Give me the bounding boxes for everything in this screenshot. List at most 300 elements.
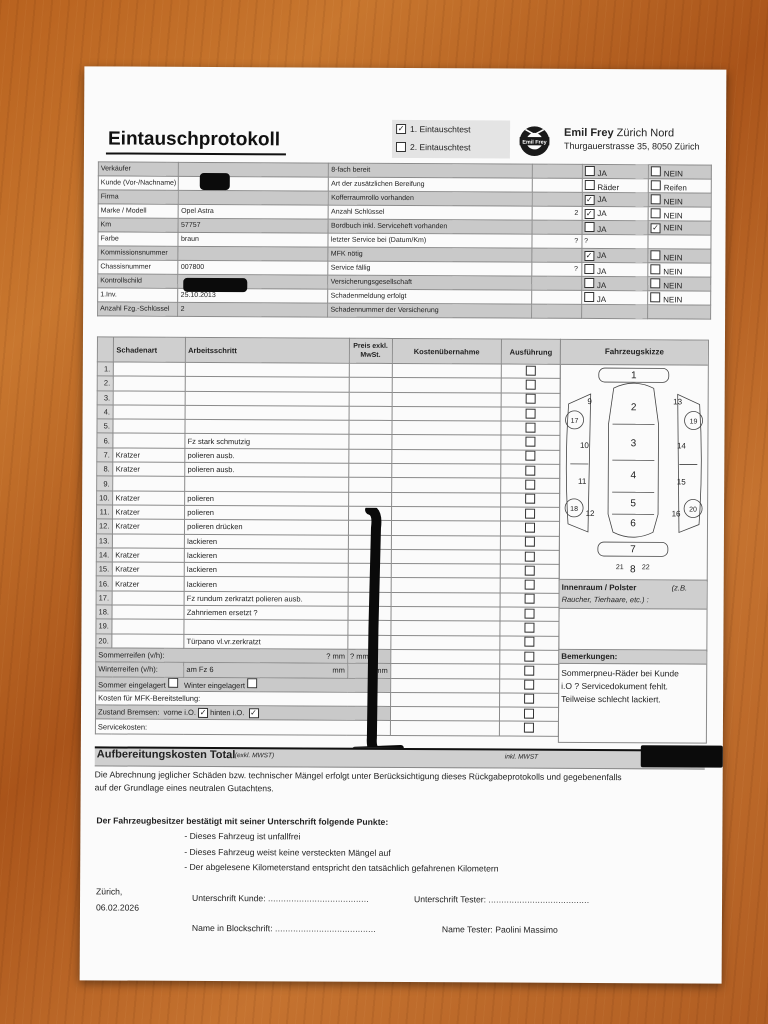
choice-label: JA	[597, 194, 607, 204]
work-step[interactable]	[185, 420, 349, 435]
checkbox-empty[interactable]	[524, 680, 534, 690]
row-number: 1.	[97, 362, 114, 376]
row-number: 17.	[96, 591, 113, 605]
vehicle-info-table	[97, 161, 712, 319]
execution-cell	[500, 593, 559, 608]
damage-type[interactable]: Kratzer	[113, 505, 185, 520]
price-cell[interactable]	[349, 392, 392, 407]
sketch-zone-number: 2	[630, 402, 637, 414]
choice-cell[interactable]	[581, 290, 647, 304]
cost-cell[interactable]	[391, 492, 501, 507]
checkbox-empty[interactable]	[524, 651, 534, 661]
field-label: Schadenmeldung erfolgt	[328, 289, 532, 304]
price-cell[interactable]	[349, 363, 392, 378]
work-step[interactable]: polieren drücken	[185, 520, 349, 535]
execution-cell	[501, 378, 560, 393]
tester-name: Paolini Massimo	[495, 924, 558, 935]
mfk-costs: Kosten für MFK-Bereitstellung:	[96, 691, 391, 707]
cost-cell[interactable]	[392, 406, 502, 421]
execution-cell	[501, 364, 560, 379]
date: 06.02.2026	[95, 902, 140, 913]
field-value[interactable]	[179, 190, 329, 205]
checkbox-checked[interactable]: ✓	[199, 707, 207, 717]
field-label: Versicherungsgesellschaft	[328, 275, 532, 290]
row-number: 8.	[97, 462, 114, 476]
work-step[interactable]	[185, 477, 349, 492]
checkbox-empty[interactable]	[525, 437, 535, 447]
total-label: Aufbereitungskosten Total	[96, 748, 236, 762]
field-value[interactable]	[532, 220, 582, 234]
checkbox-empty[interactable]	[525, 494, 535, 504]
execution-cell	[501, 507, 560, 522]
execution-cell	[501, 450, 560, 465]
checkbox-empty[interactable]	[524, 666, 534, 676]
field-value[interactable]	[532, 164, 582, 178]
work-step[interactable]	[185, 391, 349, 406]
checkbox-empty[interactable]	[525, 508, 535, 518]
execution-cell	[499, 721, 558, 736]
damage-type[interactable]: Kratzer	[113, 448, 185, 463]
checkbox-empty[interactable]	[651, 208, 661, 218]
checkbox-empty[interactable]	[247, 678, 257, 688]
field-value[interactable]: 2	[178, 302, 328, 317]
checkbox-empty[interactable]	[650, 292, 660, 302]
checkbox-empty[interactable]	[584, 179, 594, 189]
total-row	[95, 746, 705, 769]
signature-customer-field[interactable]: Unterschrift Kunde: .......................................	[192, 892, 369, 904]
choice-cell[interactable]	[581, 304, 647, 318]
summer-tires-h[interactable]: ? mm	[347, 649, 390, 664]
row-number: 18.	[96, 605, 113, 619]
field-label: 1.Inv.	[98, 288, 179, 302]
choice-cell[interactable]	[582, 192, 648, 206]
place: Zürich,	[96, 886, 123, 897]
remark-line: Teilweise schlecht lackiert.	[561, 693, 661, 705]
field-label: Verkäufer	[98, 162, 179, 176]
field-value[interactable]	[532, 178, 582, 192]
price-cell[interactable]	[348, 478, 391, 493]
damage-table	[95, 336, 561, 736]
sketch-zone-number: 14	[676, 441, 686, 451]
cost-cell[interactable]	[391, 478, 501, 493]
cost-cell[interactable]	[391, 449, 501, 464]
field-value[interactable]: 007800	[178, 260, 328, 275]
choice-cell[interactable]	[581, 276, 647, 290]
damage-type[interactable]	[113, 476, 185, 491]
title-underline	[106, 152, 286, 155]
checkbox-empty[interactable]	[524, 723, 534, 733]
owner-points	[184, 829, 499, 877]
row-number: 20.	[96, 634, 113, 648]
field-label: Schadennummer der Versicherung	[328, 303, 532, 318]
sketch-zone-number: 4	[630, 470, 637, 482]
row-number: 7.	[97, 448, 114, 462]
name-tester-field: Name Tester: Paolini Massimo	[441, 924, 558, 935]
emil-frey-logo-icon	[518, 125, 551, 158]
checkbox-empty[interactable]	[525, 580, 535, 590]
execution-cell	[500, 564, 559, 579]
row-number: 16.	[96, 576, 113, 590]
bemerkungen-label: Bemerkungen:	[559, 650, 706, 665]
work-step[interactable]: polieren	[185, 505, 349, 520]
work-step[interactable]: lackieren	[184, 577, 348, 592]
innenraum-hint: (z.B.	[671, 583, 688, 593]
test-options	[392, 120, 510, 159]
owner-heading: Der Fahrzeugbesitzer bestätigt mit seiner Unterschrift folgende Punkte:	[96, 815, 389, 827]
sketch-zone-number: 9	[587, 396, 592, 406]
choice-cell[interactable]	[582, 178, 648, 192]
redaction-plate	[183, 278, 247, 292]
field-value[interactable]: ?	[532, 234, 582, 248]
field-label: Marke / Modell	[98, 204, 179, 218]
row-number: 10.	[97, 491, 114, 505]
execution-cell	[500, 621, 559, 636]
field-label: 8-fach bereit	[329, 163, 533, 178]
checkbox-empty[interactable]	[651, 194, 661, 204]
sketch-zone-number: 19	[689, 418, 698, 426]
execution-cell	[501, 478, 560, 493]
cost-cell[interactable]	[391, 421, 501, 436]
choice-label: Räder	[597, 182, 620, 192]
field-label: Km	[98, 218, 179, 232]
damage-type[interactable]	[114, 391, 186, 406]
checkbox-empty[interactable]	[524, 694, 534, 704]
owner-point: - Der abgelesene Kilometerstand entspricht den tatsächlich gefahrenen Kilometern	[184, 861, 499, 874]
brand-name: Emil Frey Zürich Nord	[564, 126, 675, 140]
sketch-zone-number: 16	[671, 509, 681, 519]
work-step[interactable]	[185, 405, 349, 420]
execution-cell	[500, 636, 559, 651]
choice-cell[interactable]	[648, 291, 711, 305]
checkbox-empty[interactable]	[525, 480, 535, 490]
field-label: Anzahl Schlüssel	[328, 205, 532, 220]
checkbox-empty[interactable]	[524, 623, 534, 633]
checkbox-empty[interactable]	[650, 250, 660, 260]
choice-label: NEIN	[663, 222, 683, 232]
sketch-zone-number: 17	[570, 417, 579, 425]
choice-label: NEIN	[663, 280, 683, 290]
field-value[interactable]: ?	[532, 262, 582, 276]
field-label: Kunde (Vor-/Nachname)	[98, 176, 179, 190]
checkbox-empty[interactable]	[526, 380, 536, 390]
work-step[interactable]: Fz rundum zerkratzt polieren ausb.	[184, 591, 348, 606]
cost-cell[interactable]	[392, 392, 502, 407]
field-label: Service fällig	[328, 261, 532, 276]
work-step[interactable]: Zahnriemen ersetzt ?	[184, 605, 348, 620]
header-number	[97, 337, 114, 362]
owner-point: - Dieses Fahrzeug weist keine versteckten Mängel auf	[184, 846, 391, 858]
field-label: Kofferraumrollo vorhanden	[329, 191, 533, 206]
price-cell[interactable]	[349, 420, 392, 435]
brakes-row: Zustand Bremsen: vorne i.O. ✓ hinten i.O. ✓	[95, 705, 390, 721]
checkbox-empty[interactable]	[584, 221, 594, 231]
checkbox-empty[interactable]	[525, 537, 535, 547]
checkbox-empty[interactable]	[524, 708, 534, 718]
cost-cell[interactable]	[391, 464, 501, 479]
row-number: 3.	[97, 390, 114, 404]
checkbox-empty[interactable]	[525, 465, 535, 475]
checkbox-empty[interactable]	[525, 608, 535, 618]
sketch-zone-number: 22	[641, 564, 650, 572]
work-step[interactable]: polieren	[185, 491, 349, 506]
field-value[interactable]: 25.10.2013	[178, 288, 328, 303]
header-kosten: Kostenübernahme	[392, 338, 502, 364]
choice-cell[interactable]	[581, 262, 647, 276]
damage-type[interactable]	[112, 605, 184, 620]
checkbox-empty[interactable]	[584, 263, 594, 273]
choice-cell[interactable]	[648, 305, 711, 319]
choice-label: NEIN	[663, 210, 683, 220]
choice-cell[interactable]	[648, 179, 711, 193]
field-label: Kontrollschild	[98, 274, 179, 288]
checkbox-checked[interactable]: ✓	[585, 208, 593, 218]
checkbox-checked[interactable]: ✓	[652, 222, 659, 232]
execution-cell	[500, 679, 559, 694]
field-label: Kommissionsnummer	[98, 246, 179, 260]
damage-type[interactable]	[113, 433, 185, 448]
work-step[interactable]	[185, 362, 349, 377]
execution-cell	[501, 435, 560, 450]
damage-type[interactable]	[113, 419, 185, 434]
checkbox-checked[interactable]: ✓	[250, 707, 257, 718]
checkbox-empty[interactable]	[584, 291, 594, 301]
damage-type[interactable]	[112, 619, 184, 634]
row-number: 11.	[97, 505, 114, 519]
innenraum-hint-2: Raucher, Tierhaare, etc.) :	[561, 594, 649, 605]
remark-line: i.O ? Servicedokument fehlt.	[561, 680, 668, 692]
row-number: 5.	[97, 419, 114, 433]
price-cell[interactable]	[349, 378, 392, 393]
sketch-zone-number: 1	[630, 370, 637, 382]
choice-cell[interactable]	[648, 193, 711, 207]
price-cell[interactable]	[348, 463, 391, 478]
execution-cell	[500, 550, 559, 565]
checkbox-empty[interactable]	[650, 278, 660, 288]
execution-cell	[501, 407, 560, 422]
field-label: letzter Service bei (Datum/Km)	[328, 233, 532, 248]
choice-cell[interactable]	[582, 220, 648, 234]
field-value[interactable]: 57757	[179, 218, 329, 233]
row-number: 6.	[97, 433, 114, 447]
field-value[interactable]: Opel Astra	[179, 204, 329, 219]
checkbox-empty[interactable]	[525, 451, 535, 461]
field-label: Art der zusätzlichen Bereifung	[329, 177, 533, 192]
checkbox-empty[interactable]	[525, 551, 535, 561]
choice-cell[interactable]	[582, 164, 648, 178]
price-cell[interactable]	[349, 449, 392, 464]
cost-cell[interactable]	[392, 378, 502, 393]
damage-type[interactable]	[114, 362, 186, 377]
sketch-header: Fahrzeugskizze	[561, 340, 708, 366]
damage-type[interactable]	[112, 634, 184, 649]
execution-cell	[500, 650, 559, 665]
choice-label: JA	[597, 224, 607, 234]
damage-type[interactable]: Kratzer	[113, 491, 185, 506]
checkbox-empty[interactable]	[650, 264, 660, 274]
field-label: Bordbuch inkl. Serviceheft vorhanden	[328, 219, 532, 234]
field-value[interactable]: 2	[532, 206, 582, 220]
work-step[interactable]: polieren ausb.	[185, 462, 349, 477]
execution-cell	[501, 464, 560, 479]
row-number: 13.	[96, 533, 113, 547]
checkbox-empty[interactable]	[526, 408, 536, 418]
field-value[interactable]	[178, 246, 328, 261]
execution-cell	[500, 693, 559, 708]
execution-cell	[501, 521, 560, 536]
checkbox-empty[interactable]	[396, 142, 406, 152]
damage-type[interactable]: Kratzer	[113, 462, 185, 477]
service-costs: Servicekosten:	[95, 719, 390, 735]
header-arbeitsschritt: Arbeitsschritt	[186, 337, 350, 363]
checkbox-checked[interactable]: ✓	[585, 250, 593, 260]
redaction-customer	[200, 173, 230, 190]
remark-line: Sommerpneu-Räder bei Kunde	[561, 667, 679, 679]
choice-cell[interactable]: ?	[582, 234, 648, 248]
sketch-zone-number: 3	[630, 438, 637, 450]
winter-tires-v[interactable]: am Fz 6 mm	[184, 663, 348, 678]
checkbox-empty[interactable]	[526, 422, 536, 432]
field-label: Farbe	[98, 232, 179, 246]
checkbox-checked[interactable]: ✓	[397, 123, 405, 134]
damage-type[interactable]	[114, 376, 186, 391]
damage-type[interactable]: Kratzer	[113, 562, 185, 577]
document-title: Eintauschprotokoll	[107, 128, 281, 151]
work-step[interactable]: Fz stark schmutzig	[185, 434, 349, 449]
choice-cell[interactable]	[648, 249, 711, 263]
price-cell[interactable]	[349, 406, 392, 421]
field-value[interactable]	[532, 290, 582, 304]
header-ausfuehrung: Ausführung	[501, 339, 560, 364]
choice-cell[interactable]	[582, 248, 648, 262]
choice-label: Reifen	[663, 182, 687, 192]
field-value[interactable]: braun	[178, 232, 328, 247]
checkbox-empty[interactable]	[526, 365, 536, 375]
choice-label: JA	[596, 280, 607, 290]
marker-stroke	[349, 508, 410, 758]
damage-type[interactable]: Kratzer	[113, 548, 185, 563]
winter-tires-h[interactable]: 6 mm	[347, 663, 390, 678]
checkbox-empty[interactable]	[525, 565, 535, 575]
sketch-zone-number: 20	[689, 506, 697, 514]
checkbox-empty[interactable]	[526, 394, 536, 404]
signature-tester-field[interactable]: Unterschrift Tester: .......................................	[414, 894, 590, 905]
price-cell[interactable]	[348, 492, 391, 507]
cost-cell[interactable]	[392, 363, 502, 378]
header-schadenart: Schadenart	[114, 337, 186, 362]
work-step[interactable]: Türpano vl.vr.zerkratzt	[184, 634, 348, 649]
bemerkungen-panel	[558, 649, 707, 744]
checkbox-empty[interactable]	[584, 165, 594, 175]
vehicle-sketch-panel	[559, 339, 709, 582]
winter-tires: Winterreifen (v/h):	[96, 662, 184, 677]
work-step[interactable]: lackieren	[184, 548, 348, 563]
choice-cell[interactable]	[648, 221, 711, 235]
damage-type[interactable]	[113, 405, 185, 420]
choice-label: NEIN	[663, 196, 683, 206]
execution-cell	[500, 607, 559, 622]
header-preis: Preis exkl. MwSt.	[349, 338, 392, 363]
checkbox-empty[interactable]	[168, 678, 178, 688]
info-row	[98, 302, 711, 319]
sketch-zone-number: 10	[579, 440, 589, 450]
work-step[interactable]	[184, 620, 348, 635]
choice-label: JA	[596, 266, 607, 276]
total-inkl: inkl. MWST	[504, 753, 539, 761]
execution-cell	[500, 664, 559, 679]
sketch-zone-number: 8	[629, 564, 636, 576]
sketch-zone-number: 18	[570, 505, 579, 513]
choice-label: NEIN	[663, 168, 683, 178]
car-sketch-diagram	[560, 364, 708, 579]
protocol-sheet	[80, 66, 727, 983]
summer-tires[interactable]: Sommerreifen (v/h): ? mm	[96, 648, 348, 664]
choice-label: JA	[597, 208, 607, 218]
choice-label: JA	[596, 294, 607, 304]
summer-tires-label: Sommerreifen (v/h):	[98, 650, 165, 660]
storage-row: Sommer eingelagert Winter eingelagert	[96, 676, 391, 692]
choice-cell[interactable]	[648, 277, 711, 291]
choice-cell[interactable]	[648, 207, 711, 221]
sketch-zone-number: 15	[676, 477, 686, 487]
field-value[interactable]	[532, 276, 582, 290]
field-value[interactable]	[532, 304, 582, 318]
execution-cell	[500, 707, 559, 722]
field-value[interactable]	[532, 192, 582, 206]
checkbox-empty[interactable]	[524, 637, 534, 647]
damage-type[interactable]: Kratzer	[113, 576, 185, 591]
sketch-zone-number: 21	[615, 564, 624, 572]
choice-label: NEIN	[663, 266, 683, 276]
row-number: 14.	[96, 548, 113, 562]
row-number: 12.	[96, 519, 113, 533]
field-value[interactable]	[532, 248, 582, 262]
price-cell[interactable]	[349, 435, 392, 450]
checkbox-empty[interactable]	[651, 166, 661, 176]
execution-cell	[500, 536, 559, 551]
execution-cell	[501, 421, 560, 436]
brand-header	[518, 125, 718, 160]
checkbox-checked[interactable]: ✓	[585, 194, 593, 204]
checkbox-empty[interactable]	[525, 594, 535, 604]
field-label: Chassisnummer	[98, 260, 179, 274]
checkbox-empty[interactable]	[584, 277, 594, 287]
work-step[interactable]	[185, 377, 349, 392]
damage-type[interactable]	[113, 591, 185, 606]
damage-type[interactable]: Kratzer	[113, 519, 185, 534]
choice-cell[interactable]	[648, 235, 711, 249]
total-sub: (exkl. MWST)	[234, 752, 275, 760]
checkbox-empty[interactable]	[651, 180, 661, 190]
choice-cell[interactable]	[648, 263, 711, 277]
choice-cell[interactable]	[582, 206, 648, 220]
cost-cell[interactable]	[391, 435, 501, 450]
checkbox-empty[interactable]	[525, 523, 535, 533]
disclaimer-text: Die Abrechnung jeglicher Schäden bzw. technischer Mängel erfolgt unter Berücksichtigung dieses Rückgabeprotokolls und gegebenenfalls auf der Grundlage eines neutralen Gutachtens.	[94, 769, 622, 794]
test-option-2[interactable]: 2. Eintauschtest	[396, 142, 471, 152]
sketch-zone-number: 13	[673, 397, 683, 407]
name-block-field[interactable]: Name in Blockschrift: .......................................	[191, 922, 376, 934]
choice-cell[interactable]	[648, 165, 711, 179]
choice-label: NEIN	[663, 294, 683, 304]
work-step[interactable]: lackieren	[184, 563, 348, 578]
choice-label: NEIN	[663, 252, 683, 262]
work-step[interactable]: polieren ausb.	[185, 448, 349, 463]
field-label: Anzahl Fzg.-Schlüssel	[98, 302, 179, 316]
work-step[interactable]: lackieren	[185, 534, 349, 549]
test-option-1[interactable]: ✓ 1. Eintauschtest	[397, 123, 471, 135]
sketch-zone-number: 6	[630, 518, 636, 530]
damage-type[interactable]	[113, 534, 185, 549]
